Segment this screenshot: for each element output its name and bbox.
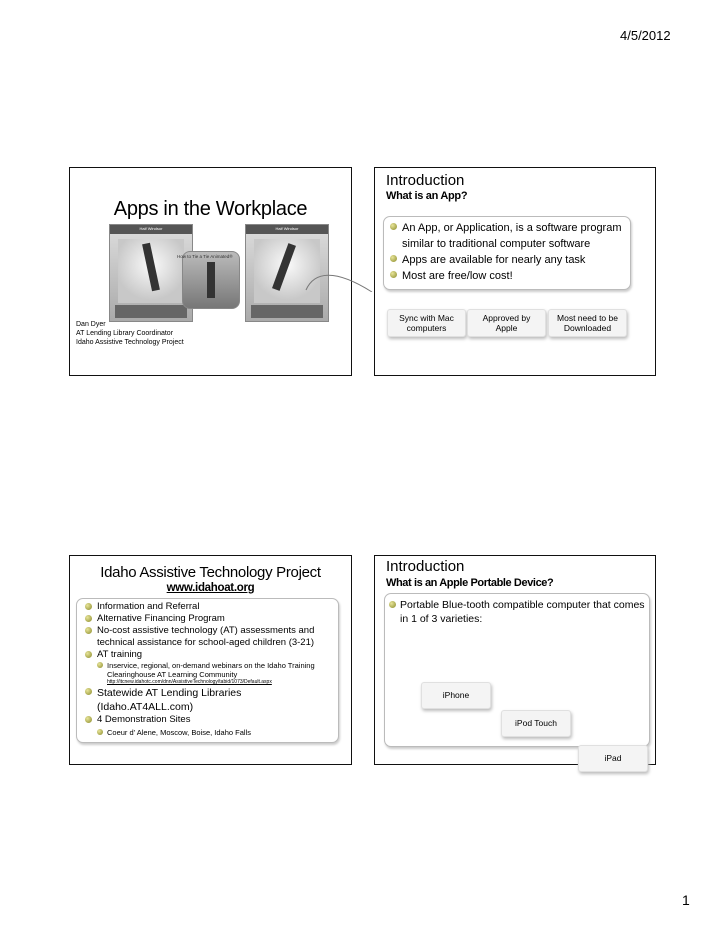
feature-box-download: Most need to be Downloaded	[548, 309, 627, 337]
connector-line	[304, 262, 376, 292]
slide-title: Introduction	[386, 558, 465, 575]
bullet-icon	[389, 601, 396, 608]
list-subitem: Coeur d’ Alene, Moscow, Boise, Idaho Falls	[77, 728, 338, 737]
device-box-ipod-touch: iPod Touch	[501, 710, 571, 737]
list-item: similar to traditional computer software	[402, 238, 591, 250]
list-item: Alternative Financing Program	[77, 613, 338, 625]
feature-box-approved: Approved by Apple	[467, 309, 546, 337]
list-item: Portable Blue-tooth compatible computer that comes in 1 of 3 varieties:	[385, 598, 649, 626]
list-item: Most are free/low cost!	[384, 268, 630, 284]
list-item: Statewide AT Lending Libraries (Idaho.AT4ALL.com)	[77, 686, 338, 714]
tie-app-icon	[182, 251, 240, 309]
slide-what-is-an-app	[374, 167, 656, 376]
list-item: AT training	[77, 649, 338, 661]
list-item: An App, or Application, is a software program	[384, 220, 630, 236]
bullet-list-box	[383, 216, 631, 290]
list-item: Apps are available for nearly any task	[384, 252, 630, 268]
slide-title: Introduction	[386, 172, 465, 189]
bullet-icon	[390, 255, 397, 262]
slide-title: Idaho Assistive Technology Project	[100, 564, 321, 581]
slide-subtitle: What is an Apple Portable Device?	[386, 577, 554, 589]
app-icon-caption: How to Tie a Tie Animated®	[177, 254, 233, 259]
bullet-list-box	[76, 598, 339, 743]
page-date: 4/5/2012	[620, 28, 671, 43]
website-link[interactable]: www.idahoat.org	[166, 582, 255, 594]
bullet-icon	[85, 651, 92, 658]
author-role: AT Lending Library Coordinator	[76, 330, 174, 337]
bullet-icon	[85, 688, 92, 695]
bullet-icon	[390, 223, 397, 230]
slide-subtitle: What is an App?	[386, 190, 468, 202]
list-item: 4 Demonstration Sites	[77, 714, 338, 726]
bullet-icon	[97, 662, 103, 668]
phone-header-right: Half Windsor	[275, 226, 299, 231]
slide-title: Apps in the Workplace	[113, 198, 308, 220]
list-item: No-cost assistive technology (AT) assessments and technical assistance for school-aged children (3-21)	[77, 625, 338, 649]
bullet-icon	[85, 627, 92, 634]
author-org: Idaho Assistive Technology Project	[76, 339, 184, 346]
bullet-icon	[85, 615, 92, 622]
page-number: 1	[682, 892, 690, 908]
list-item: Information and Referral	[77, 601, 338, 613]
bullet-icon	[97, 729, 103, 735]
slide-apple-portable-device	[374, 555, 656, 765]
training-url-link[interactable]: http://itcnew.idahotc.com/dnn/AssistiveTechnology/tabid/1073/Default.aspx	[107, 679, 272, 685]
device-box-iphone: iPhone	[421, 682, 491, 709]
bullet-icon	[85, 716, 92, 723]
list-subitem: Inservice, regional, on-demand webinars on the Idaho Training Clearinghouse AT Learning Community	[77, 661, 338, 679]
bullet-icon	[85, 603, 92, 610]
author-name: Dan Dyer	[76, 321, 106, 328]
bullet-list-box	[384, 593, 650, 763]
feature-box-sync: Sync with Mac computers	[387, 309, 466, 337]
app-screenshot-left	[109, 224, 193, 322]
bullet-icon	[390, 271, 397, 278]
author-block	[76, 320, 184, 347]
slide-idaho-at-project	[69, 555, 352, 765]
device-box-ipad: iPad	[578, 745, 648, 772]
phone-header-left: Half Windsor	[139, 226, 163, 231]
